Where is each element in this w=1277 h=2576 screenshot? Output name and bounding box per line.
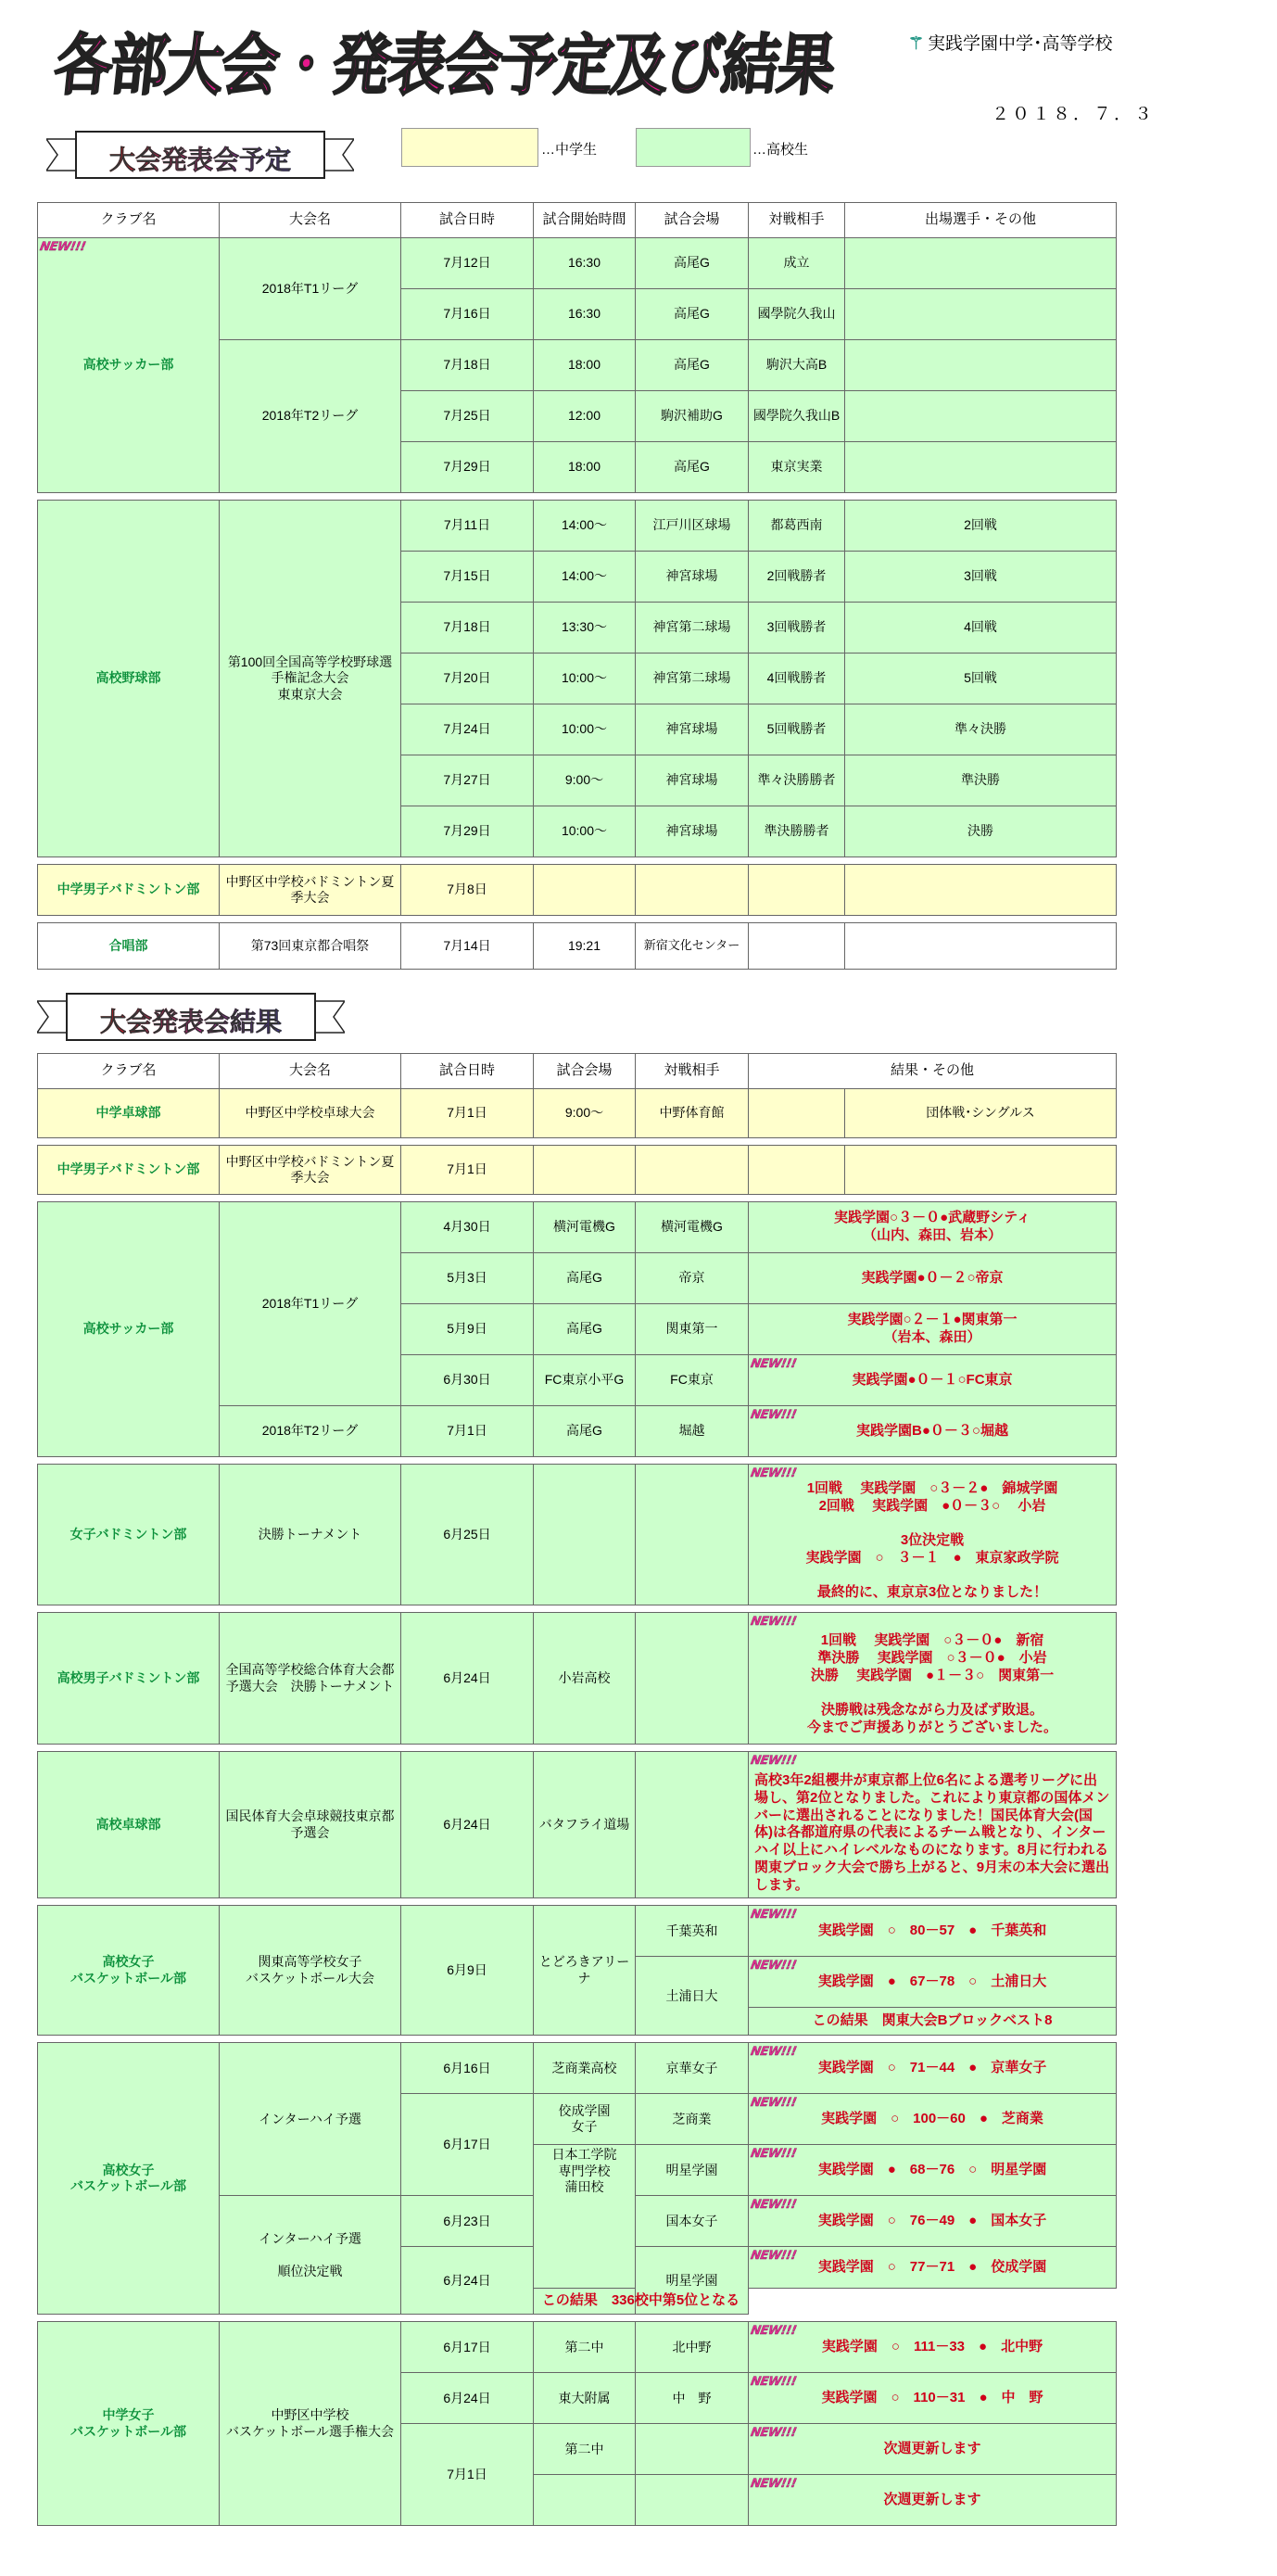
table-cell: 14:00～: [534, 501, 636, 552]
table-cell: 10:00～: [534, 806, 636, 857]
new-badge-icon: NEW!!!: [749, 2324, 798, 2339]
table-cell: 9:00～: [534, 755, 636, 806]
table-cell: 神宮球場: [636, 552, 749, 603]
table-cell: 神宮球場: [636, 704, 749, 755]
table-cell: [38, 1195, 1117, 1202]
new-badge-icon: NEW!!!: [749, 1754, 798, 1768]
table-cell: 第73回東京都合唱祭: [220, 923, 401, 970]
table-cell: 決勝: [845, 806, 1117, 857]
table-cell: 高尾G: [636, 238, 749, 289]
table-cell: 7月8日: [401, 865, 534, 916]
table-cell: 7月1日: [401, 1406, 534, 1457]
legend-junior-label: …中学生: [541, 142, 598, 158]
table-cell: 6月24日: [401, 1613, 534, 1745]
table-cell: 高尾G: [534, 1406, 636, 1457]
table-cell: 実践学園○３－０●武蔵野シティ （山内、森田、岩本）: [749, 1202, 1117, 1253]
tournament-cell: 第100回全国高等学校野球選手権記念大会 東東京大会: [220, 501, 401, 857]
legend-senior-label: …高校生: [752, 142, 809, 158]
table-cell: 京華女子: [636, 2043, 749, 2094]
table-cell: NEW!!! 実践学園 ○ 110－31 ● 中 野: [749, 2373, 1117, 2424]
table-cell: 試合日時: [401, 1054, 534, 1089]
table-cell: NEW!!! 実践学園 ○ 80－57 ● 千葉英和: [749, 1906, 1117, 1957]
table-cell: 18:00: [534, 340, 636, 391]
table-cell: [845, 340, 1117, 391]
table-cell: NEW!!! 実践学園 ○ 111－33 ● 北中野: [749, 2322, 1117, 2373]
table-cell: 7月1日: [401, 1089, 534, 1138]
table-cell: 準決勝勝者: [749, 806, 845, 857]
club-cell: 高校野球部: [38, 501, 220, 857]
table-cell: 神宮球場: [636, 755, 749, 806]
table-cell: NEW!!! 実践学園●０－１○FC東京: [749, 1355, 1117, 1406]
table-cell: 中 野: [636, 2373, 749, 2424]
table-row: [38, 1906, 1117, 1957]
table-cell: [38, 2315, 1117, 2322]
table-cell: NEW!!! 実践学園 ○ 77－71 ● 佼成学園: [749, 2247, 1117, 2289]
table-cell: 9:00～: [534, 1089, 636, 1138]
table-cell: 4回戦勝者: [749, 654, 845, 704]
table-cell: 第二中: [534, 2322, 636, 2373]
table-cell: この結果 336校中第5位となる: [534, 2289, 749, 2315]
table-cell: [845, 1146, 1117, 1195]
table-cell: 13:30～: [534, 603, 636, 654]
new-badge-icon: NEW!!!: [749, 1908, 798, 1922]
legend-senior-swatch: [636, 128, 751, 167]
table-cell: [38, 1605, 1117, 1613]
col-header: 大会名: [220, 203, 401, 238]
table-cell: [749, 1089, 845, 1138]
table-cell: 高尾G: [534, 1304, 636, 1355]
table-cell: 7月12日: [401, 238, 534, 289]
table-cell: 準々決勝勝者: [749, 755, 845, 806]
school-logo-icon: ⚚: [908, 34, 925, 54]
new-badge-icon: NEW!!!: [749, 2096, 798, 2111]
table-cell: 堀越: [636, 1406, 749, 1457]
table-cell: 関東高等学校女子 バスケットボール大会: [220, 1906, 401, 2036]
new-badge-icon: NEW!!!: [749, 1959, 798, 1973]
table-cell: 駒沢補助G: [636, 391, 749, 442]
table-cell: [534, 1465, 636, 1605]
new-badge-icon: NEW!!!: [749, 2147, 798, 2162]
table-cell: NEW!!! 高校3年2組櫻井が東京都上位6名による選考リーグに出場し、第2位となりました。これにより東京都の国体メンバーに選出されることになりました！国民体育大会(国体)は各都道府県の代表によるチーム戦となり、インターハイ以上にハイレベルなものになります。8月に行われる関東ブロック大会で勝ち上がると、9月末の本大会に選出します。: [749, 1752, 1117, 1898]
table-cell: 6月30日: [401, 1355, 534, 1406]
table-cell: 国民体育大会卓球競技東京都予選会: [220, 1752, 401, 1898]
table-cell: 都葛西南: [749, 501, 845, 552]
new-badge-icon: NEW!!!: [749, 2426, 798, 2441]
table-cell: 7月29日: [401, 806, 534, 857]
table-cell: 5回戦: [845, 654, 1117, 704]
table-cell: バタフライ道場: [534, 1752, 636, 1898]
table-cell: 実践学園●０－２○帝京: [749, 1253, 1117, 1304]
table-cell: 高校女子 バスケットボール部: [38, 1906, 220, 2036]
table-cell: 5月3日: [401, 1253, 534, 1304]
col-header: 対戦相手: [749, 203, 845, 238]
table-cell: [636, 1465, 749, 1605]
new-badge-icon: NEW!!!: [749, 2477, 798, 2492]
table-cell: 横河電機G: [636, 1202, 749, 1253]
table-cell: 第二中: [534, 2424, 636, 2475]
update-date: ２０１８．７．３: [992, 105, 1156, 124]
tournament-cell: 2018年T2リーグ: [220, 340, 401, 493]
table-cell: [534, 865, 636, 916]
table-cell: NEW!!! 実践学園 ● 68－76 ○ 明星学園: [749, 2145, 1117, 2196]
club-cell: NEW!!! 高校サッカー部: [38, 238, 220, 493]
table-cell: 横河電機G: [534, 1202, 636, 1253]
table-row: [38, 2043, 1117, 2094]
table-cell: FC東京小平G: [534, 1355, 636, 1406]
table-cell: 準決勝: [845, 755, 1117, 806]
table-cell: 國學院久我山B: [749, 391, 845, 442]
table-cell: 6月17日: [401, 2322, 534, 2373]
club-cell: 中学男子バドミントン部: [38, 865, 220, 916]
page-title: 各部大会・発表会予定及び結果: [50, 26, 838, 105]
table-cell: [636, 1146, 749, 1195]
table-cell: この結果 関東大会Bブロックベスト8: [749, 2008, 1117, 2036]
table-cell: 東大附属: [534, 2373, 636, 2424]
table-cell: 大会名: [220, 1054, 401, 1089]
table-cell: [749, 1146, 845, 1195]
table-cell: 中学女子 バスケットボール部: [38, 2322, 220, 2526]
schedule-header-row: [38, 203, 1117, 238]
table-row: [38, 238, 1117, 289]
table-cell: 3回戦勝者: [749, 603, 845, 654]
table-cell: NEW!!! 次週更新します: [749, 2475, 1117, 2526]
table-cell: 江戸川区球場: [636, 501, 749, 552]
table-cell: 2回戦勝者: [749, 552, 845, 603]
table-cell: 6月16日: [401, 2043, 534, 2094]
col-header: 試合開始時間: [534, 203, 636, 238]
table-cell: 2018年T2リーグ: [220, 1406, 401, 1457]
table-cell: [636, 2475, 749, 2526]
table-cell: NEW!!! 1回戦 実践学園 ○３－２● 錦城学園 2回戦 実践学園 ●０－３○ 小岩 3位決定戦 実践学園 ○ ３－１ ● 東京家政学院 最終的に、東京京3位となりました！: [749, 1465, 1117, 1605]
results-banner: [37, 990, 345, 1044]
table-cell: [636, 2424, 749, 2475]
table-cell: 7月29日: [401, 442, 534, 493]
table-cell: NEW!!! 実践学園 ○ 76－49 ● 国本女子: [749, 2196, 1117, 2247]
table-cell: NEW!!! 実践学園B●０－３○堀越: [749, 1406, 1117, 1457]
table-cell: 東京実業: [749, 442, 845, 493]
table-row: [38, 1613, 1117, 1745]
table-cell: NEW!!! 次週更新します: [749, 2424, 1117, 2475]
table-cell: 2018年T1リーグ: [220, 1202, 401, 1406]
table-cell: NEW!!! 実践学園 ○ 100－60 ● 芝商業: [749, 2094, 1117, 2145]
table-cell: 女子バドミントン部: [38, 1465, 220, 1605]
table-cell: 中野区中学校バドミントン夏季大会: [220, 865, 401, 916]
schedule-banner-text: 大会発表会予定: [46, 140, 354, 177]
table-row: [38, 923, 1117, 970]
table-cell: 結果・その他: [749, 1054, 1117, 1089]
table-cell: 高尾G: [636, 340, 749, 391]
table-row: [38, 1146, 1117, 1195]
table-cell: インターハイ予選 順位決定戦: [220, 2196, 401, 2315]
table-cell: 7月18日: [401, 603, 534, 654]
table-row: [38, 865, 1117, 916]
table-cell: [38, 1457, 1117, 1465]
table-cell: 5月9日: [401, 1304, 534, 1355]
table-cell: 19:21: [534, 923, 636, 970]
table-cell: 7月16日: [401, 289, 534, 340]
table-cell: 高尾G: [636, 289, 749, 340]
table-cell: 小岩高校: [534, 1613, 636, 1745]
table-cell: 国本女子: [636, 2196, 749, 2247]
table-cell: 駒沢大高B: [749, 340, 845, 391]
table-cell: 土浦日大: [636, 1957, 749, 2036]
table-cell: [38, 916, 1117, 923]
table-cell: 関東第一: [636, 1304, 749, 1355]
table-cell: 7月1日: [401, 2424, 534, 2526]
table-cell: 14:00～: [534, 552, 636, 603]
table-cell: 対戦相手: [636, 1054, 749, 1089]
table-cell: 中野区中学校卓球大会: [220, 1089, 401, 1138]
table-cell: 16:30: [534, 238, 636, 289]
legend-junior-swatch: [401, 128, 538, 167]
table-cell: 4回戦: [845, 603, 1117, 654]
table-cell: 5回戦勝者: [749, 704, 845, 755]
new-badge-icon: NEW!!!: [749, 2198, 798, 2213]
results-table: [37, 1053, 1117, 2526]
table-cell: 決勝トーナメント: [220, 1465, 401, 1605]
table-cell: 高尾G: [534, 1253, 636, 1304]
table-cell: 2回戦: [845, 501, 1117, 552]
new-badge-icon: NEW!!!: [749, 2375, 798, 2390]
col-header: 出場選手・その他: [845, 203, 1117, 238]
table-cell: 6月24日: [401, 2247, 534, 2315]
table-cell: 実践学園○２－１●関東第一 （岩本、森田）: [749, 1304, 1117, 1355]
table-cell: 新宿文化センター: [636, 923, 749, 970]
table-cell: 中野体育館: [636, 1089, 749, 1138]
table-cell: 12:00: [534, 391, 636, 442]
table-cell: 4月30日: [401, 1202, 534, 1253]
table-row: [38, 501, 1117, 552]
table-cell: NEW!!! 実践学園 ● 67－78 ○ 土浦日大: [749, 1957, 1117, 2008]
table-cell: 7月27日: [401, 755, 534, 806]
school-name-text: 実践学園中学･高等学校: [928, 34, 1113, 54]
table-cell: 10:00～: [534, 654, 636, 704]
new-badge-icon: NEW!!!: [749, 2045, 798, 2060]
table-cell: 7月11日: [401, 501, 534, 552]
table-cell: 6月9日: [401, 1906, 534, 2036]
table-cell: 日本工学院 専門学校 蒲田校: [534, 2145, 636, 2289]
table-cell: 國學院久我山: [749, 289, 845, 340]
table-cell: [845, 289, 1117, 340]
table-cell: 7月25日: [401, 391, 534, 442]
table-cell: 3回戦: [845, 552, 1117, 603]
table-cell: 6月17日: [401, 2094, 534, 2196]
table-cell: 佼成学園 女子: [534, 2094, 636, 2145]
schedule-table: [37, 202, 1117, 970]
table-cell: 高校女子 バスケットボール部: [38, 2043, 220, 2315]
table-cell: 成立: [749, 238, 845, 289]
table-cell: インターハイ予選: [220, 2043, 401, 2196]
table-cell: 6月23日: [401, 2196, 534, 2247]
table-cell: [749, 923, 845, 970]
col-header: 試合会場: [636, 203, 749, 238]
table-cell: NEW!!! 実践学園 ○ 71－44 ● 京華女子: [749, 2043, 1117, 2094]
new-badge-icon: NEW!!!: [749, 1615, 798, 1629]
table-cell: 6月24日: [401, 1752, 534, 1898]
tournament-cell: 2018年T1リーグ: [220, 238, 401, 340]
table-cell: 18:00: [534, 442, 636, 493]
table-cell: 高校男子バドミントン部: [38, 1613, 220, 1745]
table-cell: [38, 2036, 1117, 2043]
table-cell: FC東京: [636, 1355, 749, 1406]
table-cell: 7月20日: [401, 654, 534, 704]
table-cell: 神宮第二球場: [636, 654, 749, 704]
table-cell: [38, 1898, 1117, 1906]
new-badge-icon: NEW!!!: [749, 1466, 798, 1480]
table-cell: クラブ名: [38, 1054, 220, 1089]
table-cell: 6月24日: [401, 2373, 534, 2424]
table-row: [38, 2322, 1117, 2373]
table-cell: 16:30: [534, 289, 636, 340]
table-cell: 団体戦･シングルス: [845, 1089, 1117, 1138]
table-cell: 芝商業高校: [534, 2043, 636, 2094]
table-cell: 高校卓球部: [38, 1752, 220, 1898]
table-cell: 試合会場: [534, 1054, 636, 1089]
table-cell: 芝商業: [636, 2094, 749, 2145]
table-cell: 明星学園: [636, 2247, 749, 2315]
table-cell: 帝京: [636, 1253, 749, 1304]
new-badge-icon: NEW!!!: [749, 1408, 798, 1422]
table-cell: 7月24日: [401, 704, 534, 755]
table-row: [38, 1089, 1117, 1138]
table-cell: 千葉英和: [636, 1906, 749, 1957]
col-header: 試合日時: [401, 203, 534, 238]
table-cell: 中学卓球部: [38, 1089, 220, 1138]
table-cell: [534, 2475, 636, 2526]
table-cell: [38, 1138, 1117, 1146]
table-cell: [38, 1745, 1117, 1752]
table-row: [38, 1752, 1117, 1898]
table-cell: [845, 442, 1117, 493]
table-cell: [38, 857, 1117, 865]
table-cell: 北中野: [636, 2322, 749, 2373]
table-cell: [845, 923, 1117, 970]
table-cell: [845, 865, 1117, 916]
table-cell: 明星学園: [636, 2145, 749, 2196]
new-badge-icon: NEW!!!: [38, 240, 87, 254]
results-banner-text: 大会発表会結果: [37, 1002, 345, 1039]
table-cell: 7月14日: [401, 923, 534, 970]
table-cell: [636, 1613, 749, 1745]
table-cell: [749, 865, 845, 916]
schedule-banner: [46, 128, 354, 182]
table-cell: 中野区中学校バドミントン夏季大会: [220, 1146, 401, 1195]
table-cell: 準々決勝: [845, 704, 1117, 755]
table-row: [38, 1202, 1117, 1253]
table-cell: [534, 1146, 636, 1195]
table-cell: 7月18日: [401, 340, 534, 391]
table-cell: 全国高等学校総合体育大会都予選大会 決勝トーナメント: [220, 1613, 401, 1745]
table-cell: 6月25日: [401, 1465, 534, 1605]
table-row: [38, 1465, 1117, 1605]
table-cell: 高尾G: [636, 442, 749, 493]
table-cell: [636, 1752, 749, 1898]
table-cell: 中野区中学校 バスケットボール選手権大会: [220, 2322, 401, 2526]
table-cell: 神宮球場: [636, 806, 749, 857]
table-cell: [845, 391, 1117, 442]
new-badge-icon: NEW!!!: [749, 2249, 798, 2264]
school-name: [908, 30, 1113, 55]
table-cell: [636, 865, 749, 916]
table-cell: 高校サッカー部: [38, 1202, 220, 1457]
table-cell: [38, 493, 1117, 501]
club-cell: 合唱部: [38, 923, 220, 970]
col-header: クラブ名: [38, 203, 220, 238]
table-cell: NEW!!! 1回戦 実践学園 ○３－０● 新宿 準決勝 実践学園 ○３－０● 小岩 決勝 実践学園 ●１－３○ 関東第一 決勝戦は残念ながら力及ばず敗退。 今までご声援ありがとうございました。: [749, 1613, 1117, 1745]
table-cell: 中学男子バドミントン部: [38, 1146, 220, 1195]
table-cell: 7月1日: [401, 1146, 534, 1195]
table-cell: とどろきアリーナ: [534, 1906, 636, 2036]
table-cell: [845, 238, 1117, 289]
results-header-row: [38, 1054, 1117, 1089]
table-cell: 10:00～: [534, 704, 636, 755]
table-cell: 神宮第二球場: [636, 603, 749, 654]
table-cell: 7月15日: [401, 552, 534, 603]
new-badge-icon: NEW!!!: [749, 1357, 798, 1371]
